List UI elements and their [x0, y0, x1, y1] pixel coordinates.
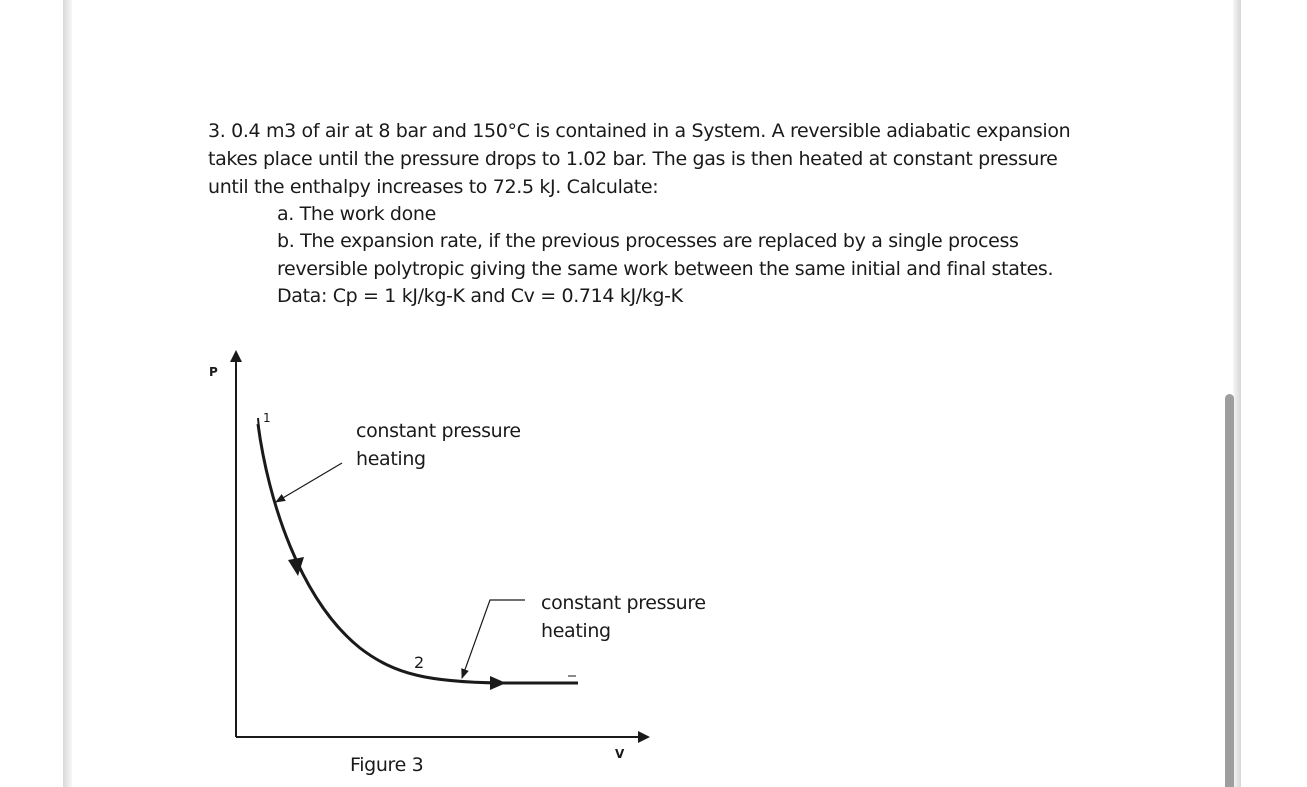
point-2-label: 2 [414, 653, 425, 672]
problem-data-line: Data: Cp = 1 kJ/kg-K and Cv = 0.714 kJ/kg-K [277, 285, 683, 307]
y-axis-label: P [209, 365, 218, 379]
problem-statement: 3. 0.4 m3 of air at 8 bar and 150°C is contained in a System. A reversible adiabatic expansion takes place until the pressure drops to 1.02 bar. The gas is then heated at constant pressure until the enthalpy increases to 72.5 kJ. Calculate: [208, 120, 1071, 198]
problem-part-a: a. The work done [277, 203, 436, 225]
point-1-label: 1 [263, 411, 271, 425]
x-axis-arrowhead [638, 731, 650, 743]
upper-annotation-leader [276, 463, 342, 502]
problem-part-b: b. The expansion rate, if the previous processes are replaced by a single process reversible polytropic giving the same work between the same initial and final states. [277, 230, 1054, 280]
lower-annotation-line1: constant pressure [541, 592, 706, 614]
point-1-mark [258, 418, 259, 429]
x-axis-label: V [615, 747, 625, 761]
lower-annotation-leader [462, 600, 525, 678]
lower-annotation-line2: heating [541, 620, 611, 642]
line-arrowhead [490, 676, 506, 690]
upper-annotation-line2: heating [356, 448, 426, 470]
upper-annotation-line1: constant pressure [356, 420, 521, 442]
y-axis-arrowhead [230, 350, 242, 362]
figure-caption: Figure 3 [350, 754, 424, 776]
